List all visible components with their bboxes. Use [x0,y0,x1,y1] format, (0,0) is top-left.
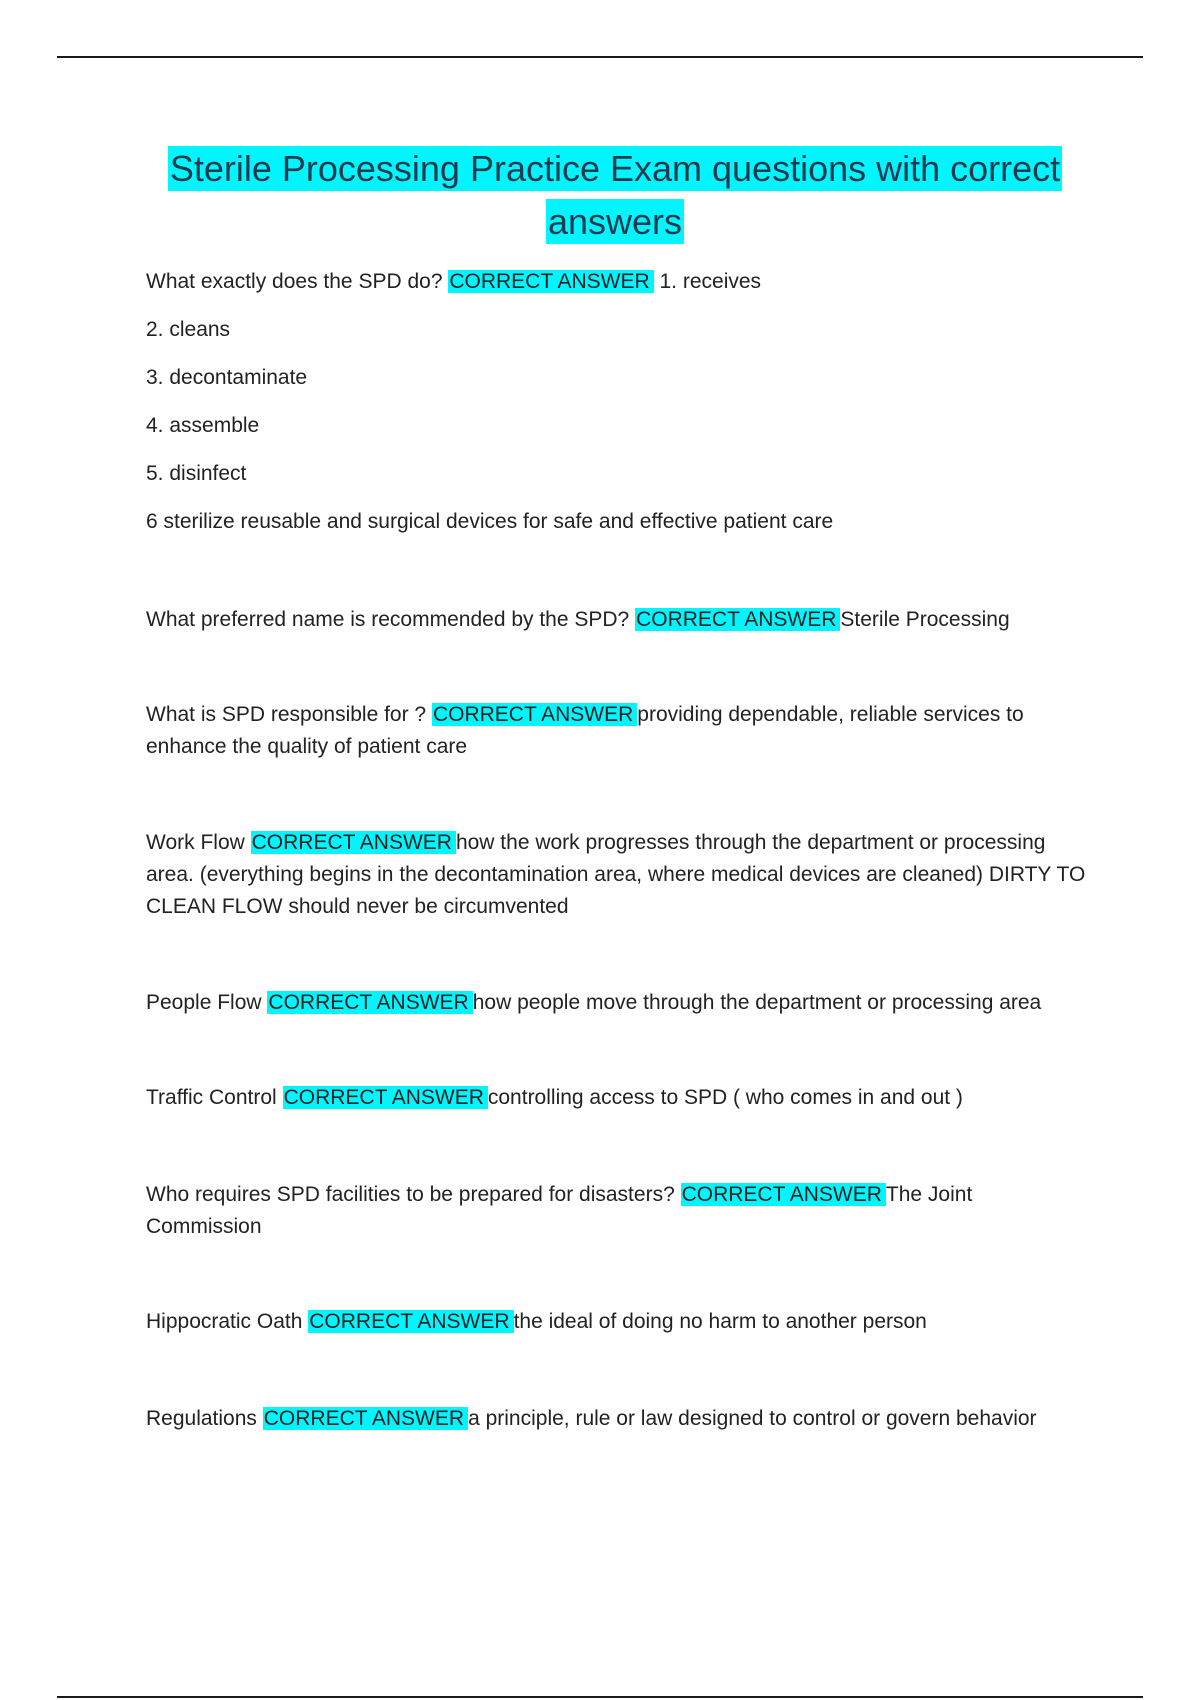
question-text: People Flow [146,991,262,1014]
answer-text: providing dependable, reliable services to enhance the quality of patient care [146,703,1024,758]
qa-item-2 [146,604,1086,636]
title-line-2: answers [547,201,683,242]
document-title [120,142,1110,248]
answer-list-item: 2. cleans [146,318,231,341]
qa-item-4 [146,827,1086,923]
qa-item-8 [146,1306,1086,1338]
correct-answer-label: CORRECT ANSWER [267,991,472,1014]
qa-item-9 [146,1403,1086,1435]
question-text: Traffic Control [146,1086,277,1109]
qa-item-3 [146,699,1086,763]
answer-text: how people move through the department or processing area [472,991,1042,1014]
correct-answer-label: CORRECT ANSWER [635,608,840,631]
footer-rule [57,1696,1143,1698]
question-text: What exactly does the SPD do? [146,270,443,293]
question-text: Work Flow [146,831,245,854]
question-text: Hippocratic Oath [146,1310,303,1333]
answer-list-item: 5. disinfect [146,462,247,485]
answer-text: a principle, rule or law designed to control or govern behavior [468,1407,1037,1430]
answer-list-item: 3. decontaminate [146,366,308,389]
qa-item-6 [146,1082,1086,1114]
title-line-1: Sterile Processing Practice Exam questions with correct [169,148,1061,189]
question-text: What preferred name is recommended by the SPD? [146,608,630,631]
correct-answer-label: CORRECT ANSWER [432,703,637,726]
answer-text: the ideal of doing no harm to another person [513,1310,927,1333]
correct-answer-label: CORRECT ANSWER [681,1183,886,1206]
answer-text: 1. receives [653,270,762,293]
qa-item-7 [146,1179,1086,1243]
answer-text: how the work progresses through the department or processing area. (everything begins in the decontamination area, where medical devices are cleaned) DIRTY TO CLEAN FLOW should never be circumvented [146,831,1086,918]
qa-item-1 [146,266,761,298]
answer-list-item: 4. assemble [146,414,260,437]
correct-answer-label: CORRECT ANSWER [263,1407,468,1430]
qa-item-5 [146,987,1086,1019]
answer-text: The Joint Commission [146,1183,973,1238]
header-rule [57,56,1143,58]
answer-text: Sterile Processing [840,608,1010,631]
correct-answer-label: CORRECT ANSWER [251,831,456,854]
question-text: Regulations [146,1407,257,1430]
question-text: Who requires SPD facilities to be prepared for disasters? [146,1183,675,1206]
question-text: What is SPD responsible for ? [146,703,427,726]
correct-answer-label: CORRECT ANSWER [308,1310,513,1333]
answer-text: controlling access to SPD ( who comes in and out ) [487,1086,963,1109]
correct-answer-label: CORRECT ANSWER [283,1086,488,1109]
correct-answer-label: CORRECT ANSWER [448,270,653,293]
answer-list-item: 6 sterilize reusable and surgical devices for safe and effective patient care [146,510,834,533]
